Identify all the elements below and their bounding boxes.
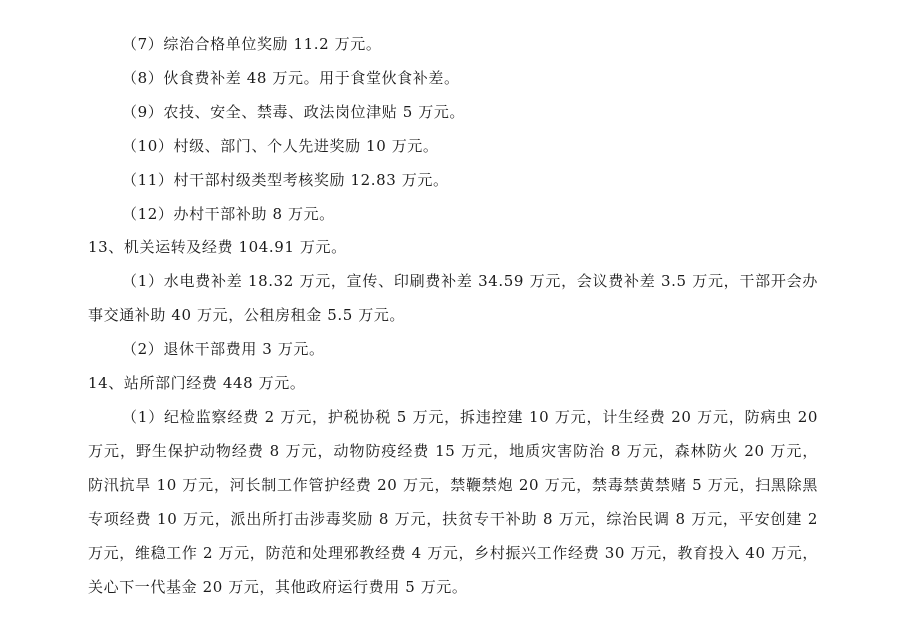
document-page [88, 28, 828, 604]
section-14-item-1: （1）纪检监察经费 2 万元，护税协税 5 万元，拆违控建 10 万元，计生经费 20 万元，防病虫 20 万元，野生保护动物经费 8 万元，动物防疫经费 15 万元，地质灾害防治 8 万元，森林防火 20 万元， 防汛抗旱 10 万元，河长制工作管护经费 20 万元，禁鞭禁炮 20 万元，禁毒禁黄禁赌 5 万元，扫黑除黑专项经费 10 万元，派出所打击涉毒奖励 8 万元，扶贫专干补助 8 万元，综治民调 8 万元，平安创建 2 万元，维稳工作 2 万元，防范和处理邪教经费 4 万元，乡村振兴工作经费 30 万元，教育投入 40 万元，关心下一代基金 20 万元，其他政府运行费用 5 万元。 [88, 407, 818, 596]
item-8: （8）伙食费补差 48 万元。用于食堂伙食补差。 [122, 68, 460, 87]
item-12: （12）办村干部补助 8 万元。 [122, 204, 335, 223]
item-9: （9）农技、安全、禁毒、政法岗位津贴 5 万元。 [122, 102, 466, 121]
section-14-heading: 14、站所部门经费 448 万元。 [88, 374, 306, 393]
item-7: （7）综治合格单位奖励 11.2 万元。 [122, 35, 382, 53]
item-11: （11）村干部村级类型考核奖励 12.83 万元。 [122, 170, 449, 189]
section-13-item-2: （2）退休干部费用 3 万元。 [122, 340, 325, 359]
section-13-item-1: （1）水电费补差 18.32 万元，宣传、印刷费补差 34.59 万元，会议费补差 3.5 万元，干部开会办事交通补助 40 万元，公租房租金 5.5 万元。 [88, 272, 818, 325]
section-13-heading: 13、机关运转及经费 104.91 万元。 [88, 238, 347, 257]
item-10: （10）村级、部门、个人先进奖励 10 万元。 [122, 136, 439, 155]
